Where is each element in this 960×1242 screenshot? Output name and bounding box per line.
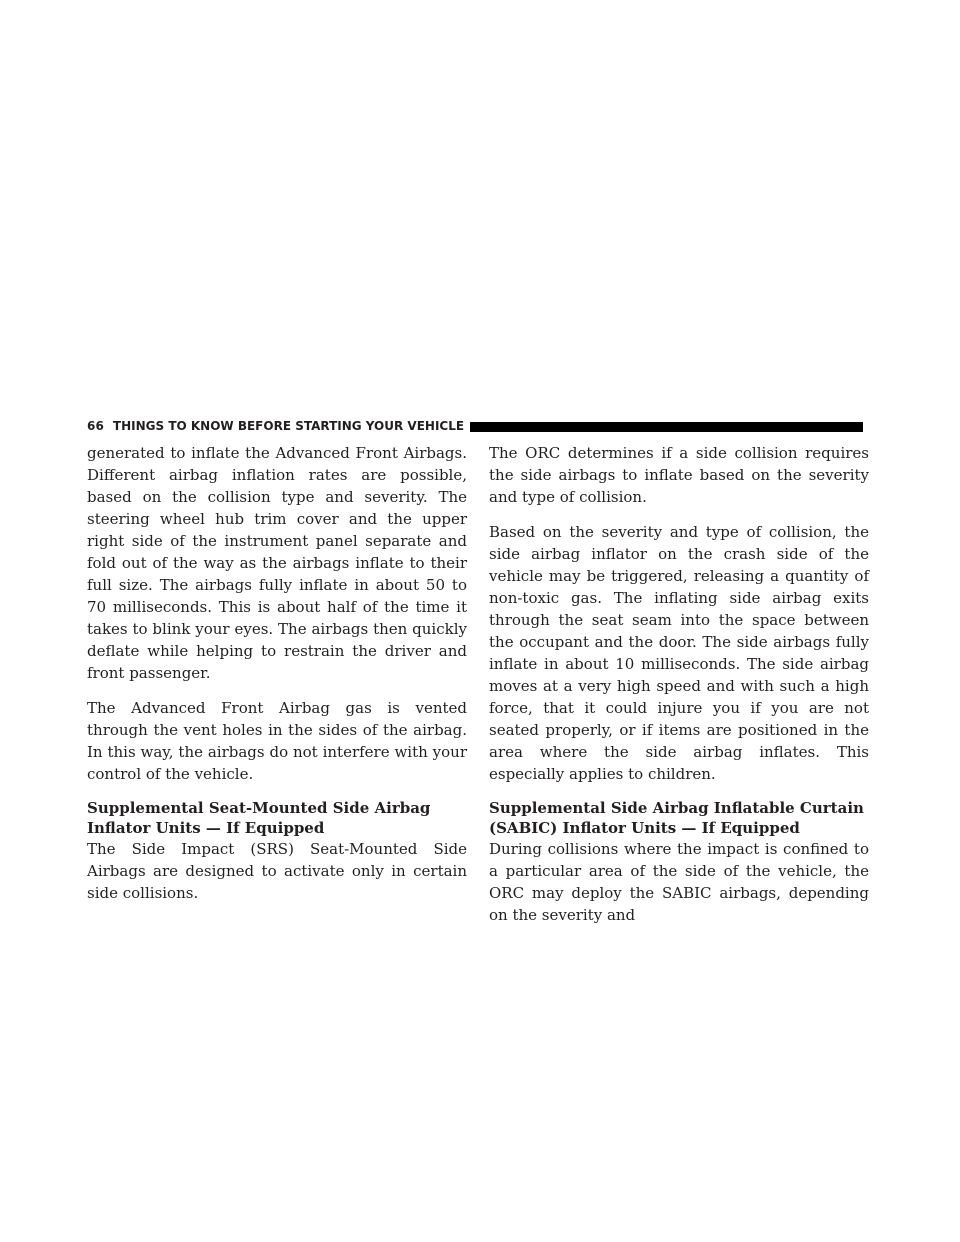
page-header xyxy=(87,417,863,435)
right-column xyxy=(489,442,869,939)
sabic-heading: Supplemental Side Airbag Inflatable Curtain (SABIC) Inflator Units — If Equipped xyxy=(489,799,864,837)
left-paragraph-3: The Side Impact (SRS) Seat-Mounted Side Airbags are designed to activate only in certain side collisions. xyxy=(87,840,467,902)
left-paragraph-2: The Advanced Front Airbag gas is vented through the vent holes in the sides of the airbag. In this way, the airbags do not interfere with your control of the vehicle. xyxy=(87,699,467,783)
right-paragraph-2: Based on the severity and type of collision, the side airbag inflator on the crash side of the vehicle may be triggered, releasing a quantity of non-toxic gas. The inflating side airbag exits through the seat seam into the space between the occupant and the door. The side airbags fully inflate in about 10 milliseconds. The side airbag moves at a very high speed and with such a high force, that it could injure you if you are not seated properly, or if items are positioned in the area where the side airbag inflates. This especially applies to children. xyxy=(489,523,869,783)
seat-mounted-airbag-heading: Supplemental Seat-Mounted Side Airbag Inflator Units — If Equipped xyxy=(87,799,431,837)
left-paragraph-1: generated to inflate the Advanced Front Airbags. Different airbag inflation rates are possible, based on the collision type and severity. The steering wheel hub trim cover and the upper right side of the instrument panel separate and fold out of the way as the airbags inflate to their full size. The airbags fully inflate in about 50 to 70 milliseconds. This is about half of the time it takes to blink your eyes. The airbags then quickly deflate while helping to restrain the driver and front passenger. xyxy=(87,444,467,682)
section-title: THINGS TO KNOW BEFORE STARTING YOUR VEHICLE xyxy=(112,419,465,433)
right-paragraph-1: The ORC determines if a side collision requires the side airbags to inflate based on the severity and type of collision. xyxy=(489,444,869,506)
left-column xyxy=(87,442,467,917)
header-rule xyxy=(470,422,863,432)
right-paragraph-3: During collisions where the impact is confined to a particular area of the side of the vehicle, the ORC may deploy the SABIC airbags, depending on the severity and xyxy=(489,840,869,924)
page-number: 66 xyxy=(87,419,104,433)
